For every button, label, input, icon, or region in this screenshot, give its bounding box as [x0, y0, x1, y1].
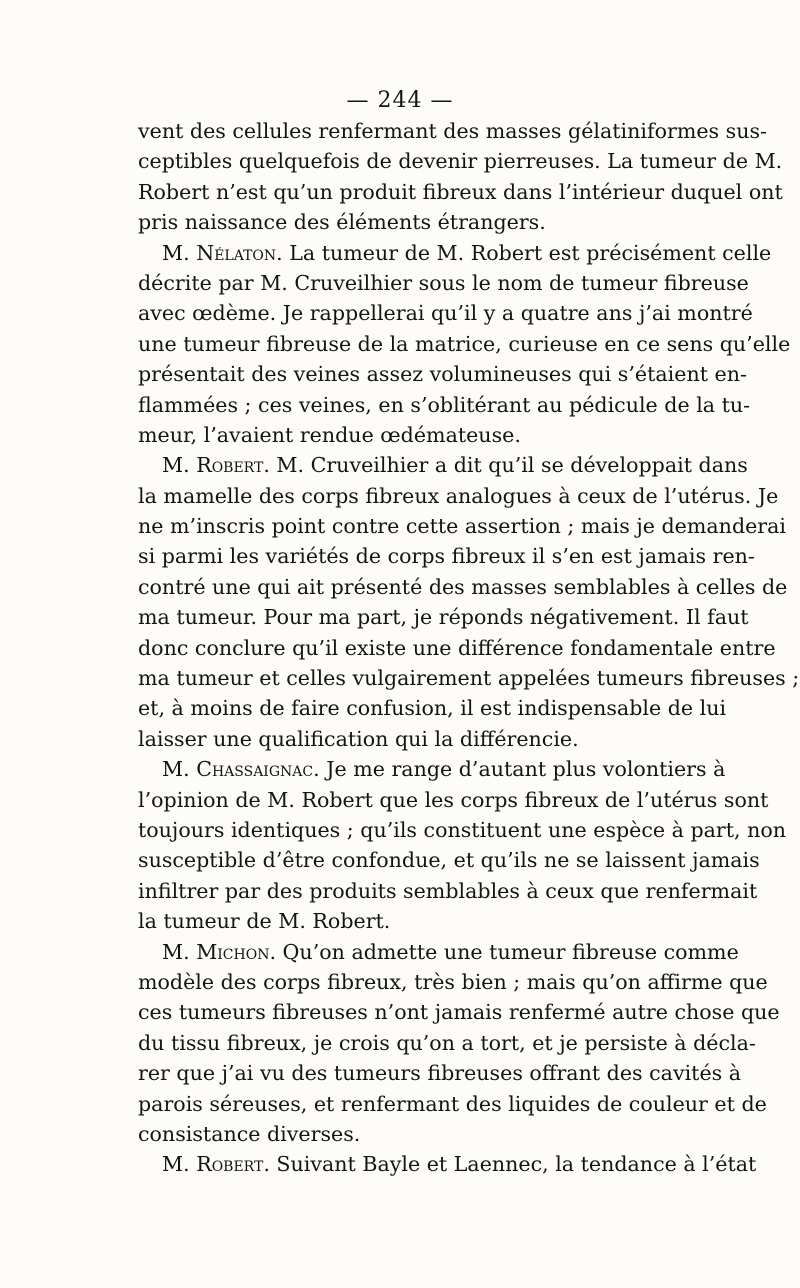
text-line [138, 663, 800, 693]
page-number: — 244 — [346, 88, 454, 113]
text-line [138, 146, 783, 176]
line-text: donc conclure qu’il existe une différence fondamentale entre [138, 635, 776, 660]
speaker-prefix: M. [162, 453, 197, 478]
line-text: rer que j’ai vu des tumeurs fibreuses offrant des cavités à [138, 1061, 742, 1086]
line-text: et, à moins de faire confusion, il est indispensable de lui [138, 696, 727, 721]
line-text: susceptible d’être confondue, et qu’ils ne se laissent jamais [138, 848, 760, 873]
line-text: meur, l’avaient rendue œdémateuse. [138, 422, 521, 447]
speaker-name: Robert [196, 453, 264, 478]
page-body-text [138, 116, 800, 1180]
line-text: infiltrer par des produits semblables à ceux que renfermait [138, 878, 758, 903]
speaker-name: Chassaignac [196, 757, 314, 782]
line-text: Robert n’est qu’un produit fibreux dans l’intérieur duquel ont [138, 179, 783, 204]
line-text: flammées ; ces veines, en s’oblitérant au pédicule de la tu- [138, 392, 751, 417]
text-line [138, 511, 787, 541]
line-text: si parmi les variétés de corps fibreux il s’en est jamais ren- [138, 544, 755, 569]
text-line [138, 754, 726, 784]
text-line [138, 693, 727, 723]
text-line [138, 298, 753, 328]
line-text: l’opinion de M. Robert que les corps fibreux de l’utérus sont [138, 787, 769, 812]
text-line [138, 815, 787, 845]
text-line [138, 785, 769, 815]
text-line [138, 359, 747, 389]
text-line [138, 1028, 756, 1058]
text-line [138, 450, 748, 480]
line-text: laisser une qualification qui la différencie. [138, 726, 579, 751]
text-line [138, 997, 780, 1027]
line-text: présentait des veines assez volumineuses qui s’étaient en- [138, 362, 747, 387]
text-line [138, 876, 758, 906]
speaker-name: Nélaton [196, 240, 277, 265]
line-text: décrite par M. Cruveilhier sous le nom de tumeur fibreuse [138, 270, 749, 295]
line-text: contré une qui ait présenté des masses semblables à celles de [138, 574, 788, 599]
text-line [138, 390, 751, 420]
text-line [138, 633, 776, 663]
speaker-prefix: M. [162, 1152, 197, 1177]
text-line [138, 967, 768, 997]
text-line [138, 238, 772, 268]
line-text: ceptibles quelquefois de devenir pierreuses. La tumeur de M. [138, 149, 783, 174]
text-line [138, 572, 788, 602]
line-text: . Qu’on admette une tumeur fibreuse comme [269, 939, 739, 964]
text-line [138, 1058, 742, 1088]
text-line [138, 937, 739, 967]
line-text: une tumeur fibreuse de la matrice, curieuse en ce sens qu’elle [138, 331, 791, 356]
line-text: . La tumeur de M. Robert est précisément celle [276, 240, 772, 265]
text-line [138, 602, 749, 632]
line-text: modèle des corps fibreux, très bien ; mais qu’on affirme que [138, 969, 768, 994]
line-text: ces tumeurs fibreuses n’ont jamais renfermé autre chose que [138, 1000, 780, 1025]
text-line [138, 1089, 767, 1119]
line-text: ma tumeur. Pour ma part, je réponds négativement. Il faut [138, 605, 749, 630]
text-line [138, 481, 779, 511]
line-text: vent des cellules renfermant des masses gélatiniformes sus- [138, 119, 768, 143]
line-text: avec œdème. Je rappellerai qu’il y a quatre ans j’ai montré [138, 301, 753, 326]
line-text: . Je me range d’autant plus volontiers à [313, 757, 726, 782]
line-text: la mamelle des corps fibreux analogues à ceux de l’utérus. Je [138, 483, 779, 508]
text-line [138, 845, 760, 875]
text-line [138, 1119, 700, 1149]
text-line [138, 329, 791, 359]
line-text: la tumeur de M. Robert. [138, 909, 391, 934]
line-text: ne m’inscris point contre cette assertion ; mais je demanderai [138, 514, 787, 539]
speaker-prefix: M. [162, 757, 197, 782]
text-line [138, 724, 700, 754]
text-line [138, 177, 783, 207]
speaker-prefix: M. [162, 240, 197, 265]
line-text: parois séreuses, et renfermant des liquides de couleur et de [138, 1091, 767, 1116]
text-line [138, 420, 700, 450]
line-text: consistance diverses. [138, 1121, 361, 1146]
text-line [138, 116, 768, 146]
text-line [138, 906, 700, 936]
text-line [138, 207, 700, 237]
speaker-name: Michon [196, 939, 270, 964]
line-text: pris naissance des éléments étrangers. [138, 210, 546, 235]
line-text: toujours identiques ; qu’ils constituent une espèce à part, non [138, 817, 787, 842]
text-line [138, 1149, 757, 1179]
line-text: . Suivant Bayle et Laennec, la tendance à l’état [263, 1152, 757, 1177]
speaker-prefix: M. [162, 939, 197, 964]
line-text: ma tumeur et celles vulgairement appelées tumeurs fibreuses ; [138, 666, 800, 691]
text-line [138, 541, 755, 571]
text-line [138, 268, 749, 298]
speaker-name: Robert [196, 1152, 264, 1177]
line-text: du tissu fibreux, je crois qu’on a tort, et je persiste à décla- [138, 1030, 756, 1055]
line-text: . M. Cruveilhier a dit qu’il se développait dans [263, 453, 748, 478]
